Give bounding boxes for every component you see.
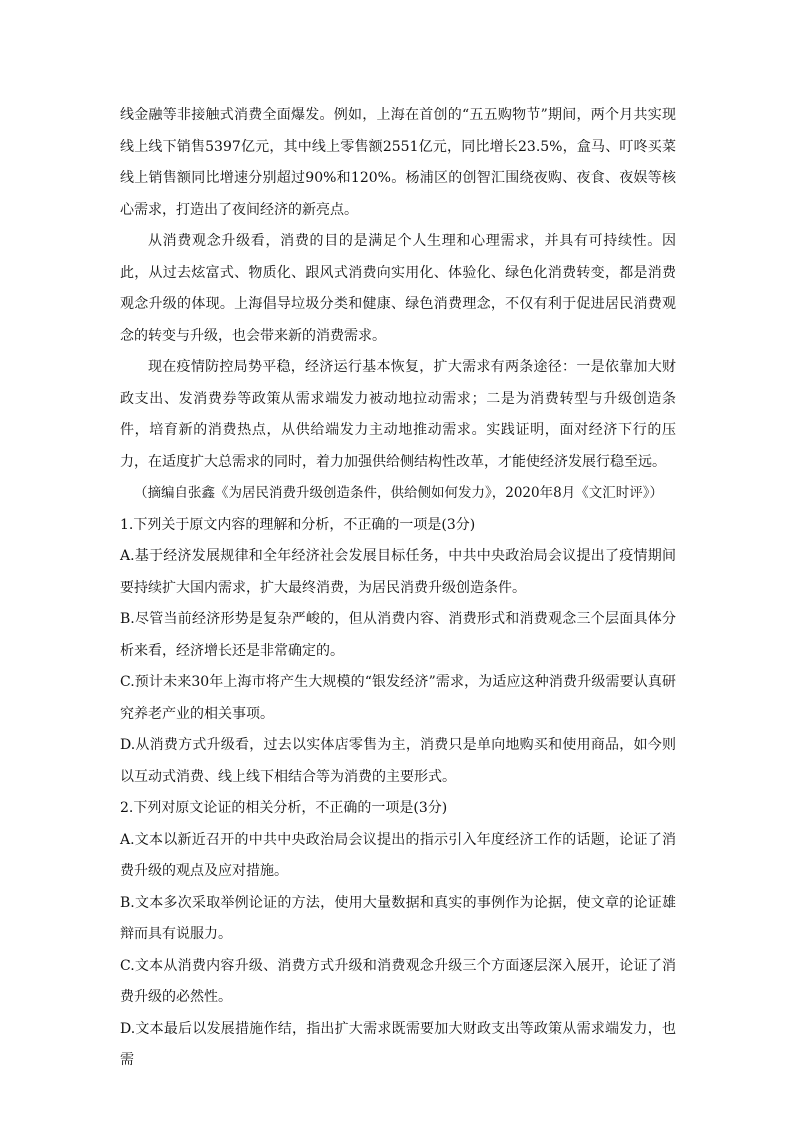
question-2-stem: 2.下列对原文论证的相关分析，不正确的一项是(3分)	[120, 800, 448, 816]
question-1	[120, 510, 676, 794]
question-2-option-d: D.文本最后以发展措施作结，指出扩大需求既需要加大财政支出等政策从需求端发力，也需	[120, 1020, 676, 1068]
question-1-option-b: B.尽管当前经济形势是复杂严峻的，但从消费内容、消费形式和消费观念三个层面具体分析来看，经济增长还是非常确定的。	[120, 611, 676, 659]
question-2	[120, 793, 676, 1077]
question-1-option-d: D.从消费方式升级看，过去以实体店零售为主，消费只是单向地购买和使用商品，如今则以互动式消费、线上线下相结合等为消费的主要形式。	[120, 737, 676, 785]
passage-source: （摘编自张鑫《为居民消费升级创造条件，供给侧如何发力》，2020年8月《文汇时评》）	[134, 485, 663, 501]
passage-paragraph-3: 现在疫情防控局势平稳，经济运行基本恢复，扩大需求有两条途径：一是依靠加大财政支出、发消费券等政策从需求端发力被动地拉动需求；二是为消费转型与升级创造条件，培育新的消费热点，从供给端发力主动地推动需求。实践证明，面对经济下行的压力，在适度扩大总需求的同时，着力加强供给侧结构性改革，才能使经济发展行稳至远。	[120, 359, 676, 470]
document-page	[120, 100, 676, 1077]
question-2-option-c: C.文本从消费内容升级、消费方式升级和消费观念升级三个方面逐层深入展开，论证了消费升级的必然性。	[120, 957, 676, 1005]
question-2-option-a: A.文本以新近召开的中共中央政治局会议提出的指示引入年度经济工作的话题，论证了消费升级的观点及应对措施。	[120, 831, 676, 879]
passage-paragraph-2: 从消费观念升级看，消费的目的是满足个人生理和心理需求，并具有可持续性。因此，从过去炫富式、物质化、跟风式消费向实用化、体验化、绿色化消费转变，都是消费观念升级的体现。上海倡导垃圾分类和健康、绿色消费理念，不仅有利于促进居民消费观念的转变与升级，也会带来新的消费需求。	[120, 233, 676, 344]
question-1-option-c: C.预计未来30年上海市将产生大规模的“银发经济”需求，为适应这种消费升级需要认真研究养老产业的相关事项。	[120, 674, 676, 722]
question-1-stem: 1.下列关于原文内容的理解和分析，不正确的一项是(3分)	[120, 516, 476, 533]
question-2-option-b: B.文本多次采取举例论证的方法，使用大量数据和真实的事例作为论据，使文章的论证雄辩而具有说服力。	[120, 894, 676, 942]
question-1-option-a: A.基于经济发展规律和全年经济社会发展目标任务，中共中央政治局会议提出了疫情期间要持续扩大国内需求，扩大最终消费，为居民消费升级创造条件。	[120, 548, 676, 596]
passage-paragraph-1: 线金融等非接触式消费全面爆发。例如，上海在首创的“五五购物节”期间，两个月共实现线上线下销售5397亿元，其中线上零售额2551亿元，同比增长23.5%，盒马、叮咚买菜线上销售额同比增速分别超过90%和120%。杨浦区的创智汇围绕夜购、夜食、夜娱等核心需求，打造出了夜间经济的新亮点。	[120, 107, 676, 218]
